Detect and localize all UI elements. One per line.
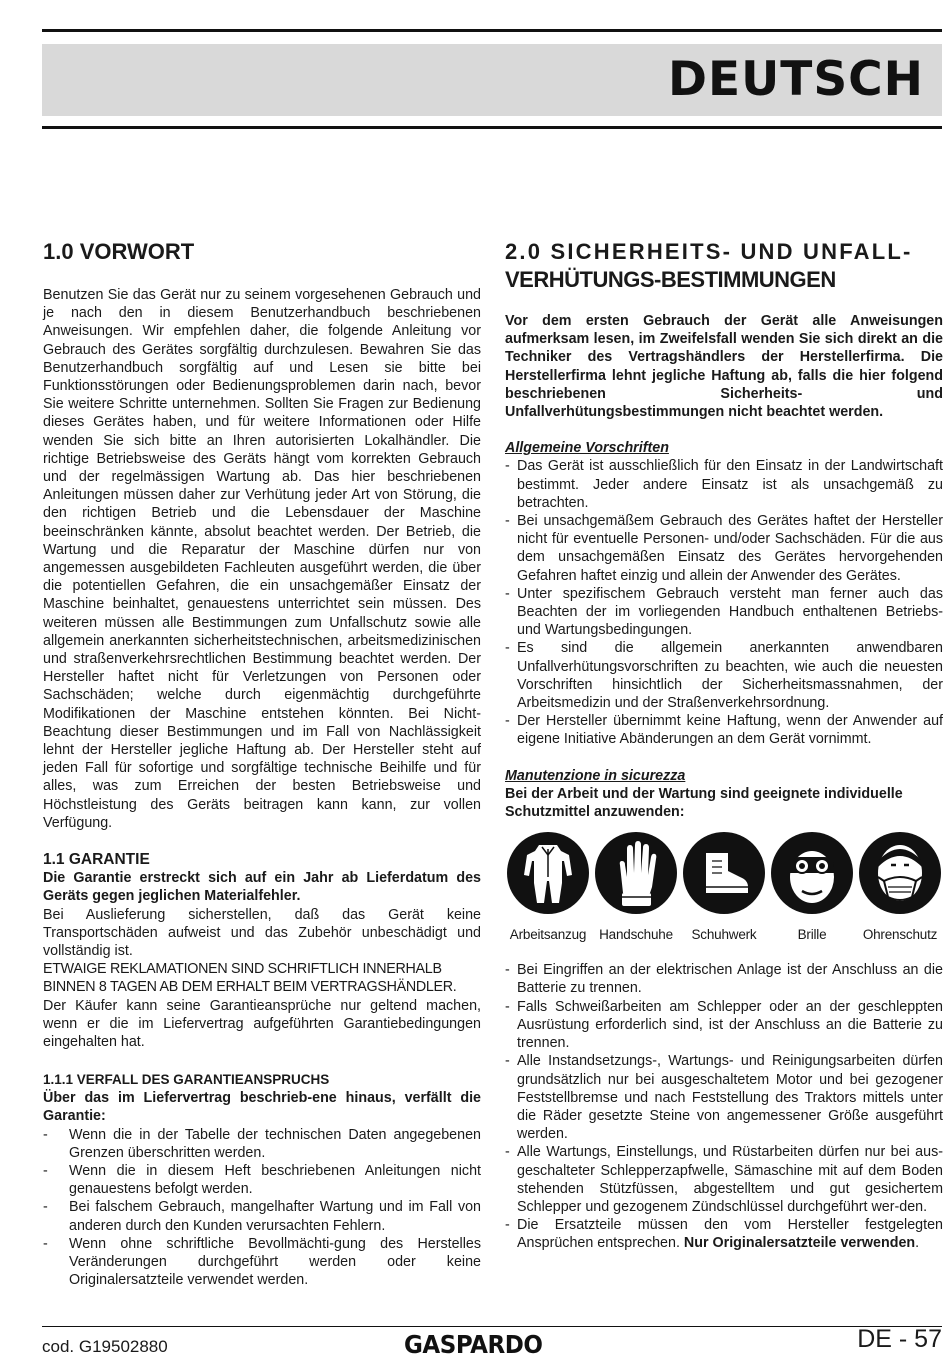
sicherheit-title-line2: VERHÜTUNGS-BESTIMMUNGEN (505, 267, 836, 292)
list-item: - Bei Eingriffen an der elektrischen Anlage ist der Anschluss an die Batterie zu trennen. (505, 961, 943, 997)
list-item-text: Die Ersatzteile müssen den vom Hersteller festgelegten Ansprüchen entsprechen. (517, 1217, 943, 1252)
ppe-label: Ohrenschutz (862, 927, 938, 943)
ppe-label: Schuhwerk (691, 927, 757, 943)
list-item-end: . (915, 1235, 920, 1252)
footer-rule (42, 1326, 942, 1327)
sicherheit-title (505, 238, 943, 294)
list-item (505, 1216, 943, 1252)
sicherheit-title-line1: 2.0 SICHERHEITS- UND UNFALL- (505, 239, 913, 264)
language-title: DEUTSCH (667, 52, 924, 107)
list-item: - Das Gerät ist ausschließlich für den Einsatz in der Landwirtschaft bestimmt. Jeder andere Einsatz ist als unsachgemäß zu betrachten. (505, 457, 943, 512)
brand-logo: GASPARDO (404, 1330, 543, 1359)
mask-icon (858, 831, 942, 915)
ppe-mask (857, 831, 943, 943)
ppe-label: Arbeitsanzug (509, 927, 587, 943)
overall-icon (506, 831, 590, 915)
ppe-overall (505, 831, 591, 943)
garantie-p2: ETWAIGE REKLAMATIONEN SIND SCHRIFTLICH INNERHALB BINNEN 8 TAGEN AB DEM ERHALT BEIM VERTRAGSHÄNDLER. (43, 961, 457, 996)
list-item: - Falls Schweißarbeiten am Schlepper oder an der geschleppten Ausrüstung erforderlich sind, ist der Anschluss an die Batterie zu trennen. (505, 998, 943, 1053)
garantie-lead: Die Garantie erstreckt sich auf ein Jahr ab Lieferdatum des Geräts gegen jeglichen Materialfehler. (43, 870, 481, 905)
verfall-title: 1.1.1 VERFALL DES GARANTIEANSPRUCHS (43, 1072, 330, 1088)
list-item: - Bei falschem Gebrauch, mangelhafter Wartung und im Fall von anderen durch den Kunden verursachten Fehlern. (43, 1198, 481, 1234)
vorwort-body: Benutzen Sie das Gerät nur zu seinem vorgesehenen Gebrauch und je nach den in diesem Benutzerhandbuch beschriebenen Anweisungen. Wir empfehlen daher, die folgende Anleitung vor Gebrauch des Gerätes sorgfältig durchzulesen. Bewahren Sie das Benutzerhandbuch sorgfältig auf und Lesen sie bitte bei Funktionsstörungen oder Bedienungsproblemen darin nach, bevor Sie weitere Schritte unternehmen. Sollten Sie Fragen zur Bedienung dieses Gerätes haben, und für weitere Informationen oder Hilfe wenden Sie sich bitte an Ihren autorisierten Lokalhändler. Die richtige Betriebsweise des Geräts hängt vom korrekten Gebrauch und der regelmässigen Wartung ab. Das hier beschriebenen Anleitungen müssen daher zur Verhütung jeder Art von Störung, die den richtigen Betrieb und die Lebensdauer der Maschine beeinschränken kännte, absolut beachtet werden. Der Betrieb, die Wartung und die Reparatur der Maschine dürfen nur von angemessen ausgebildeten Fachleuten ausgeführt werden, die über die potentiellen Gefahren, die ein unsachgemäßer Einsatz der Maschine beinhaltet, genauestens unterrichtet sein müssen. Des weiteren müssen alle Bestimmungen zum Unfallschutz sowie alle allgemein anerkannten sicherheitstechnischen, arbeitsmedizinischen und straßenverkehrsrechtlichen Bestimmung beachtet werden. Der Hersteller haftet nicht für Verletzungen von Personen oder Sachschäden; welche durch eigenmächtig durchgeführte Modifikationen der Maschine entstehen könnten. Bei Nicht-Beachtung dieser Bestimmungen und im Fall von Nachlässigkeit lehnt der Hersteller jegliche Haftung ab. Der Hersteller steht auf jeden Fall für sofortige und sorgfältige technische Beihilfe und für alles, was zum Erreichen der besten Betriebsweise und Höchstleistung des Geräts beitragen kann kann, zur vollen Verfügung. (43, 287, 481, 831)
header-rule-top (42, 29, 942, 32)
allgemein-list (505, 457, 943, 748)
verfall-list (43, 1126, 481, 1290)
list-item: - Alle Instandsetzungs-, Wartungs- und Reinigungsarbeiten dürfen grundsätzlich nur bei ausgeschaltetem Motor und bei gezogener Feststellbremse und nach Feststellung des Traktors mittels unter die Räder gesetzte Steine von angemessener Größe ausgeführt werden. (505, 1052, 943, 1143)
list-item: - Der Hersteller übernimmt keine Haftung, wenn der Anwender auf eigene Initiative Abänderungen an dem Gerät vornimmt. (505, 712, 943, 748)
left-column (43, 238, 481, 1289)
verfall-lead: Über das im Liefervertrag beschrieb-ene hinaus, verfällt die Garantie: (43, 1090, 481, 1125)
allgemein-title: Allgemeine Vorschriften (505, 440, 669, 457)
list-item: - Wenn die in der Tabelle der technischen Daten angegebenen Grenzen überschritten werden. (43, 1126, 481, 1162)
right-column (505, 238, 943, 1253)
goggles-icon (770, 831, 854, 915)
ppe-label: Handschuhe (599, 927, 673, 943)
garantie-p1: Bei Auslieferung sicherstellen, daß das Gerät keine Transportschäden aufweist und das Zubehör unbeschädigt und vollständig ist. (43, 906, 481, 959)
list-item: - Es sind die allgemein anerkannten anwendbaren Unfallverhütungsvorschriften zu beachten, wie auch die neuesten Vorschriften hinsichtlich der Sicherheitsmassnahmen, der Arbeitsmedizin und der Straßenverkehrsordnung. (505, 639, 943, 712)
list-item-bold: Nur Originalersatzteile verwenden (683, 1235, 916, 1252)
list-item: - Bei unsachgemäßem Gebrauch des Gerätes haftet der Hersteller nicht für eventuelle Personen- und/oder Sachschäden. Für die aus dem unsachgemäßen Einsatz des Gerätes hervorgehenden Gefahren haftet einzig und allein der Anwender des Gerätes. (505, 512, 943, 585)
vorwort-title: 1.0 VORWORT (43, 239, 195, 264)
header-rule-bottom (42, 126, 942, 129)
glove-icon (594, 831, 678, 915)
wartung-lead: Bei der Arbeit und der Wartung sind geeignete individuelle Schutzmittel anzuwenden: (505, 785, 903, 821)
list-item: - Wenn ohne schriftliche Bevollmächti-gung des Herstelles Veränderungen durchgeführt werden oder keine Originalersatzteile verwendet werden. (43, 1235, 481, 1290)
list-item: - Wenn die in diesem Heft beschriebenen Anleitungen nicht genauestens befolgt werden. (43, 1162, 481, 1198)
list-item: - Alle Wartungs, Einstellungs, und Rüstarbeiten dürfen nur bei aus-geschalteter Schlepperzapfwelle, Sämaschine mit auf dem Boden stehenden Stützfüssen, abgestelltem und gut gesichertem Schlepper und gezogenem Zündschlüssel durchgeführt wer-den. (505, 1143, 943, 1216)
garantie-title: 1.1 GARANTIE (43, 851, 150, 869)
list-item: - Unter spezifischem Gebrauch versteht man ferner auch das Beachten der im vorliegenden Handbuch enthaltenen Betriebs- und Wartungsbedingungen. (505, 585, 943, 640)
page-number: DE - 57 (857, 1325, 942, 1353)
ppe-boot (681, 831, 767, 943)
ppe-glove (593, 831, 679, 943)
sicherheit-lead: Vor dem ersten Gebrauch der Gerät alle Anweisungen aufmerksam lesen, im Zweifelsfall wenden Sie sich direkt an die Techniker des Vertragshändlers der Herstellerfirma. Die Herstellerfirma lehnt jegliche Haftung ab, falls die hier folgend beschriebenen Sicherheits- und Unfallverhütungsbestimmungen nicht beachtet werden. (505, 313, 943, 421)
garantie-p3: Der Käufer kann seine Garantieansprüche nur geltend machen, wenn er die im Liefervertrag aufgeführten Garantiebedingungen eingehalten hat. (43, 997, 481, 1050)
document-code: cod. G19502880 (42, 1337, 168, 1356)
ppe-icons (505, 831, 943, 943)
ppe-label: Brille (797, 927, 827, 943)
boot-icon (682, 831, 766, 915)
wartung-list (505, 961, 943, 1252)
ppe-goggles (769, 831, 855, 943)
wartung-title: Manutenzione in sicurezza (505, 767, 686, 784)
